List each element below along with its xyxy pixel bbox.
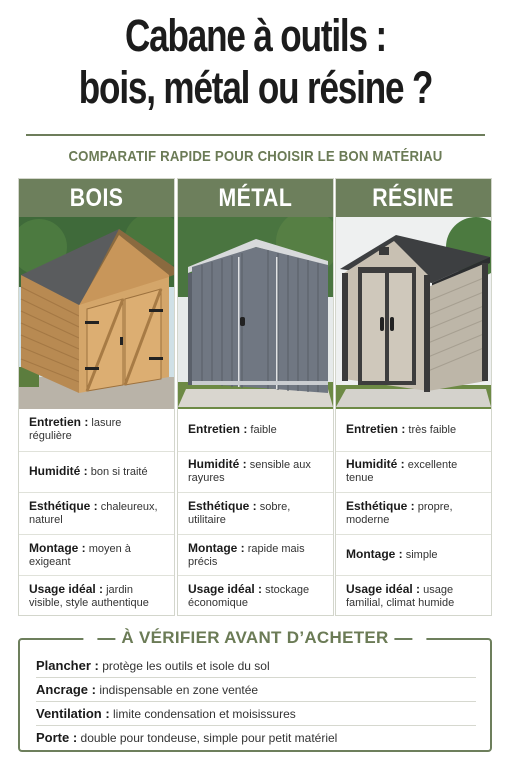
column-header-metal: MÉTAL (178, 179, 333, 217)
column-metal (177, 178, 334, 616)
row-esthetique: Esthétique : chaleureux, naturel (19, 492, 174, 534)
checklist-box (18, 628, 492, 752)
metal-shed-image (178, 217, 333, 409)
checklist-item-ancrage: Ancrage : indispensable en zone ventée (36, 678, 476, 702)
row-montage: Montage : simple (336, 534, 491, 576)
title-dash-right (395, 638, 413, 640)
row-esthetique: Esthétique : sobre, utilitaire (178, 492, 333, 534)
row-esthetique: Esthétique : propre, moderne (336, 492, 491, 534)
checklist-items (36, 654, 476, 750)
row-entretien: Entretien : faible (188, 421, 277, 436)
title-dash-left (97, 638, 115, 640)
row-usage: Usage idéal : stockage économique (178, 575, 333, 617)
row-entretien: Entretien : très faible (346, 421, 457, 436)
checklist-item-plancher: Plancher : protège les outils et isole du sol (36, 654, 476, 678)
row-montage: Montage : rapide mais précis (178, 534, 333, 576)
resin-shed-image (336, 217, 491, 409)
row-humidite: Humidité : excellente tenue (336, 451, 491, 493)
row-usage: Usage idéal : jardin visible, style authentique (19, 575, 174, 617)
subtitle: COMPARATIF RAPIDE POUR CHOISIR LE BON MATÉRIAU (68, 148, 443, 165)
title-divider (26, 134, 485, 136)
title-line-1: Cabane à outils : (125, 10, 386, 61)
column-header-bois: BOIS (19, 179, 174, 217)
column-header-resine: RÉSINE (336, 179, 491, 217)
page-title (56, 10, 455, 114)
row-montage: Montage : moyen à exigeant (19, 534, 174, 576)
row-usage: Usage idéal : usage familial, climat humide (336, 575, 491, 617)
wood-shed-image (19, 217, 174, 409)
column-resine (335, 178, 492, 616)
column-bois (18, 178, 175, 616)
title-line-2: bois, métal ou résine ? (78, 62, 433, 113)
checklist-title: À VÉRIFIER AVANT D’ACHETER (83, 628, 426, 648)
checklist-item-porte: Porte : double pour tondeuse, simple pour petit matériel (36, 730, 338, 745)
row-humidite: Humidité : sensible aux rayures (178, 451, 333, 493)
row-humidite: Humidité : bon si traité (19, 451, 174, 493)
row-entretien: Entretien : lasure régulière (29, 415, 122, 443)
checklist-item-ventilation: Ventilation : limite condensation et moisissures (36, 702, 476, 726)
